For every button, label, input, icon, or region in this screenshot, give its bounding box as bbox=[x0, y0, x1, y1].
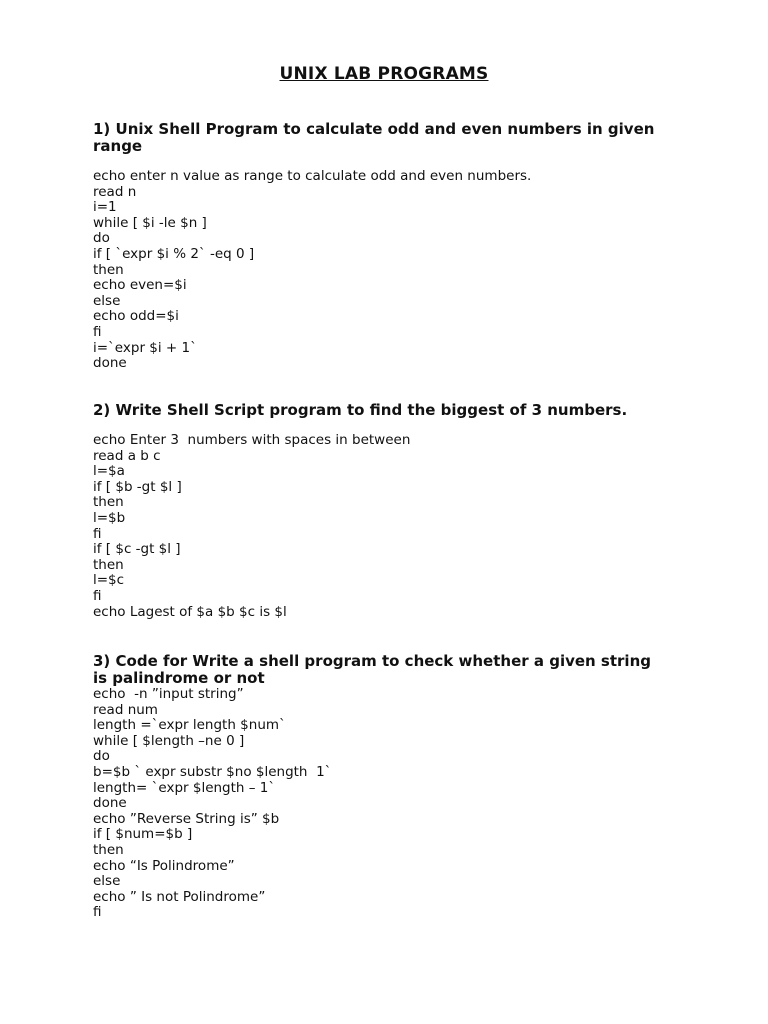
code-block bbox=[93, 433, 693, 620]
program-section-1 bbox=[93, 121, 693, 372]
code-line: read n bbox=[93, 183, 137, 200]
code-line: echo ” Is not Polindrome” bbox=[93, 888, 266, 905]
section-heading-line: 3) Code for Write a shell program to check whether a given string bbox=[93, 652, 651, 670]
code-line: echo “Is Polindrome” bbox=[93, 857, 235, 874]
code-line: if [ $num=$b ] bbox=[93, 826, 193, 843]
code-line: if [ $b -gt $l ] bbox=[93, 478, 182, 495]
code-line: length= `expr $length – 1` bbox=[93, 779, 276, 796]
section-heading-line: 2) Write Shell Script program to find the biggest of 3 numbers. bbox=[93, 401, 628, 419]
page-title: UNIX LAB PROGRAMS bbox=[279, 64, 489, 84]
code-line: length =`expr length $num` bbox=[93, 717, 286, 734]
code-line: else bbox=[93, 292, 121, 309]
code-block bbox=[93, 169, 693, 372]
section-heading-line: 1) Unix Shell Program to calculate odd and even numbers in given bbox=[93, 120, 655, 138]
code-line: l=$b bbox=[93, 509, 126, 526]
code-line: done bbox=[93, 795, 127, 812]
code-line: echo ”Reverse String is” $b bbox=[93, 810, 280, 827]
section-heading bbox=[93, 402, 693, 419]
code-line: echo -n ”input string” bbox=[93, 686, 244, 702]
code-line: echo Enter 3 numbers with spaces in between bbox=[93, 432, 411, 448]
code-line: then bbox=[93, 841, 124, 858]
code-line: if [ $c -gt $l ] bbox=[93, 541, 181, 558]
code-block bbox=[93, 687, 693, 921]
code-line: l=$c bbox=[93, 572, 125, 589]
code-line: do bbox=[93, 230, 110, 247]
code-line: done bbox=[93, 355, 127, 372]
section-heading bbox=[93, 653, 693, 687]
code-line: read a b c bbox=[93, 447, 161, 464]
code-line: do bbox=[93, 748, 110, 765]
code-line: i=`expr $i + 1` bbox=[93, 339, 197, 356]
program-section-2 bbox=[93, 402, 693, 620]
code-line: fi bbox=[93, 904, 102, 921]
program-section-3 bbox=[93, 653, 693, 921]
code-line: b=$b ` expr substr $no $length 1` bbox=[93, 763, 332, 780]
code-line: echo odd=$i bbox=[93, 308, 179, 325]
code-line: fi bbox=[93, 525, 102, 542]
section-heading-line: range bbox=[93, 137, 143, 155]
code-line: while [ $length –ne 0 ] bbox=[93, 732, 245, 749]
code-line: fi bbox=[93, 323, 102, 340]
code-line: i=1 bbox=[93, 199, 117, 216]
code-line: if [ `expr $i % 2` -eq 0 ] bbox=[93, 245, 255, 262]
code-line: while [ $i -le $n ] bbox=[93, 214, 207, 231]
code-line: echo Lagest of $a $b $c is $l bbox=[93, 603, 287, 620]
code-line: echo enter n value as range to calculate odd and even numbers. bbox=[93, 168, 532, 184]
code-line: then bbox=[93, 261, 124, 278]
code-line: read num bbox=[93, 701, 158, 718]
code-line: then bbox=[93, 494, 124, 511]
code-line: else bbox=[93, 873, 121, 890]
section-heading-line: is palindrome or not bbox=[93, 669, 265, 687]
code-line: then bbox=[93, 556, 124, 573]
code-line: echo even=$i bbox=[93, 277, 187, 294]
code-line: l=$a bbox=[93, 463, 125, 480]
code-line: fi bbox=[93, 587, 102, 604]
section-heading bbox=[93, 121, 693, 155]
